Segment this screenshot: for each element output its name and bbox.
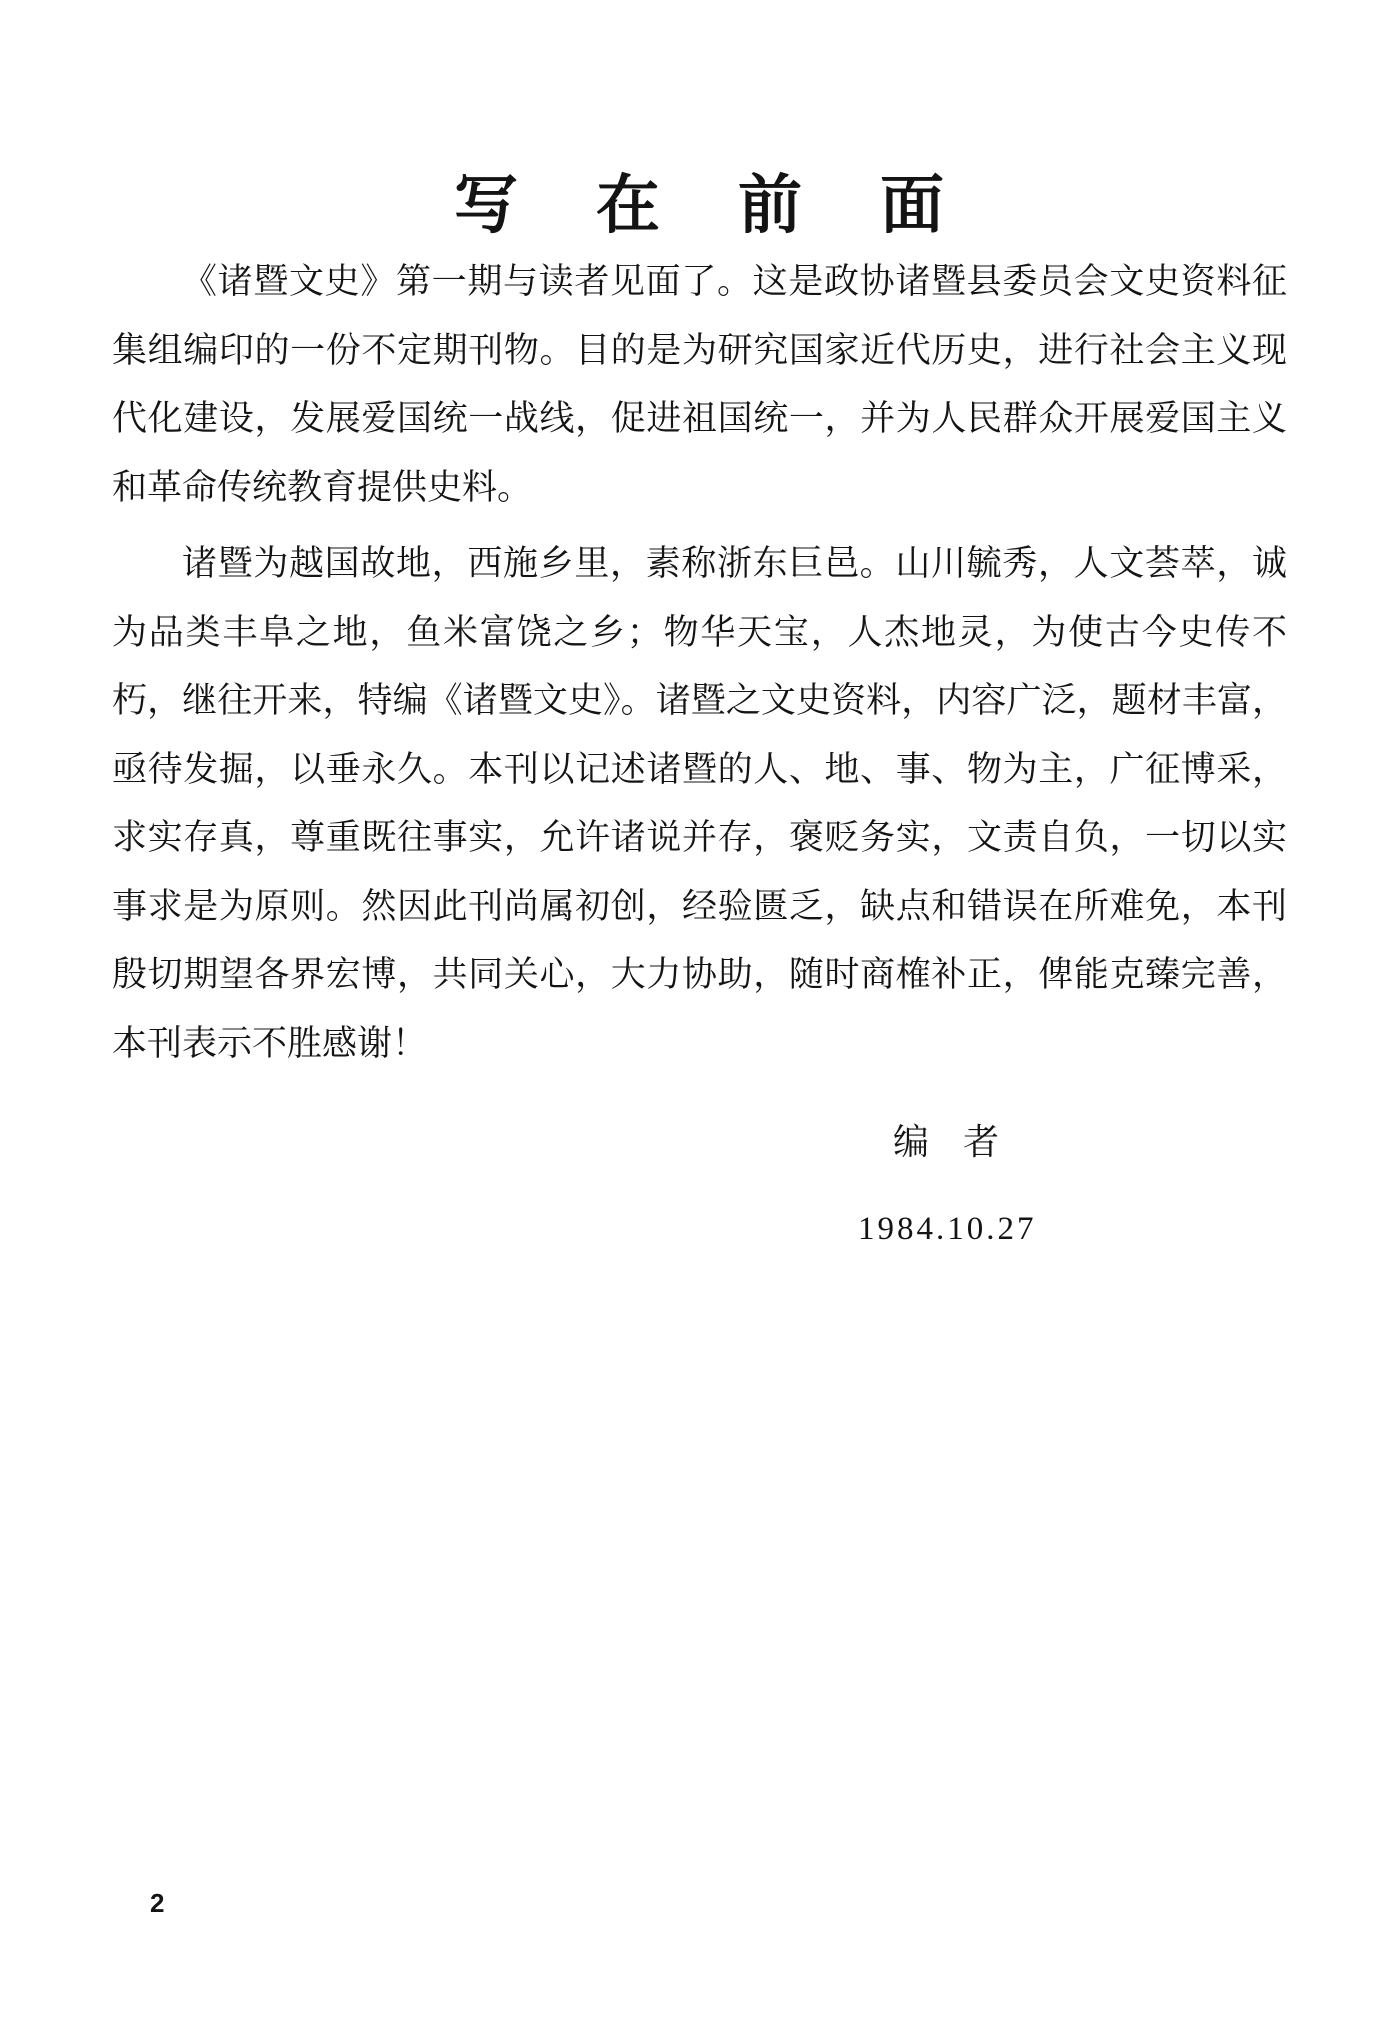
paragraph: 《诸暨文史》第一期与读者见面了。这是政协诸暨县委员会文史资料征集组编印的一份不定期刊物。目的是为研究国家近代历史，进行社会主义现代化建设，发展爱国统一战线，促进祖国统一，并为人民群众开展爱国主义和革命传统教育提供史料。 [112,262,1287,508]
date: 1984.10.27 [858,1211,1037,1247]
paragraph: 诸暨为越国故地，西施乡里，素称浙东巨邑。山川毓秀，人文荟萃，诚为品类丰阜之地，鱼米富饶之乡；物华天宝，人杰地灵，为使古今史传不朽，继往开来，特编《诸暨文史》。诸暨之文史资料，内容广泛，题材丰富，亟待发掘，以垂永久。本刊以记述诸暨的人、地、事、物为主，广征博采，求实存真，尊重既往事实，允许诸说并存，褒贬务实，文责自负，一切以实事求是为原则。然因此刊尚属初创，经验匮乏，缺点和错误在所难免，本刊殷切期望各界宏博，共同关心，大力协助，随时商榷补正，俾能克臻完善，本刊表示不胜感谢！ [112,544,1287,1064]
body-text [112,248,1287,1086]
page-title: 写在前面 [454,167,1022,243]
signature: 编者 [893,1122,1034,1163]
page-number: 2 [150,1888,165,1918]
